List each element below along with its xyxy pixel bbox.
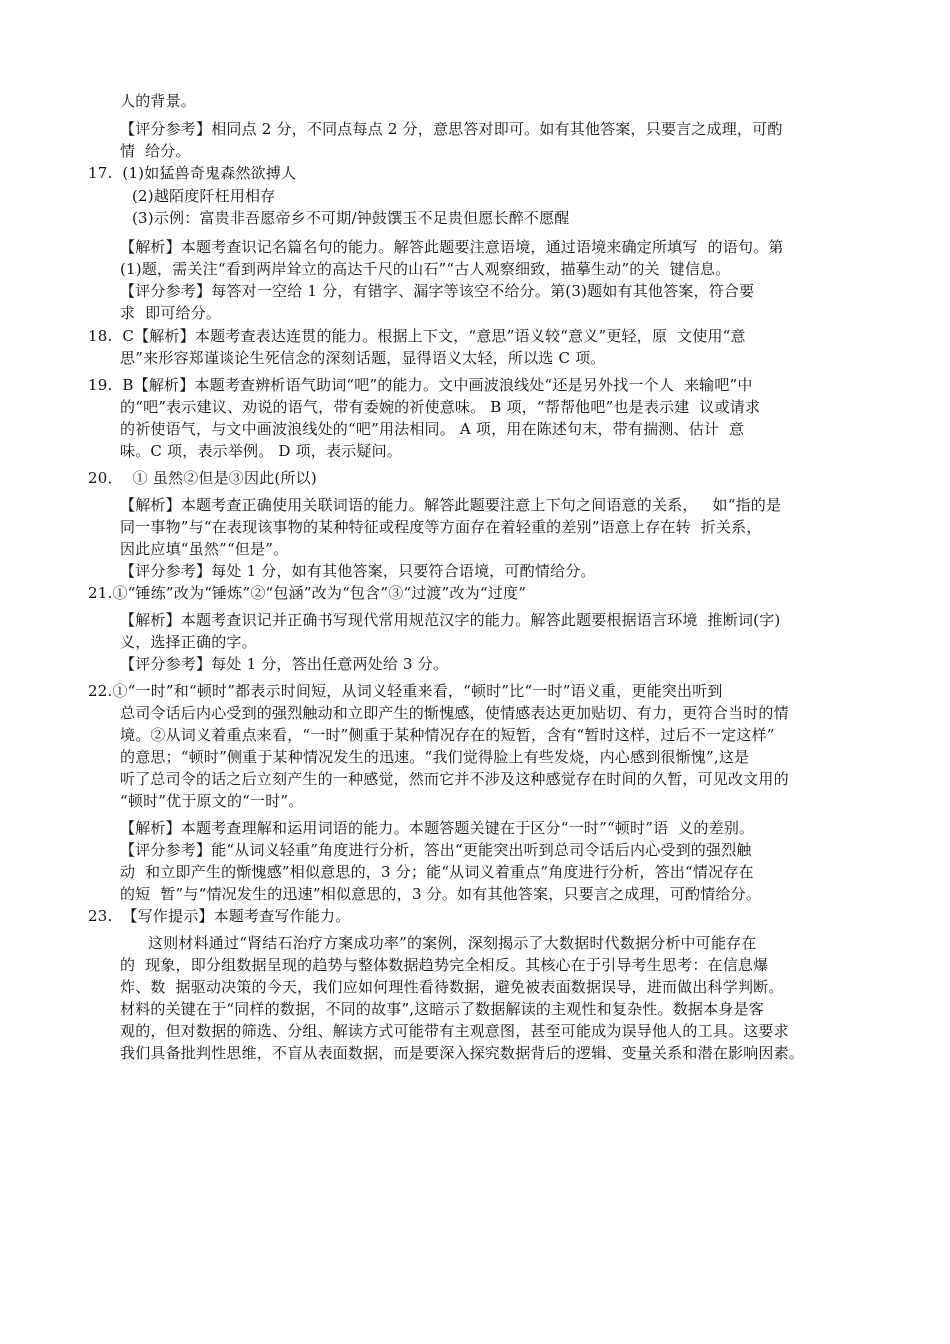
text-line: 我们具备批判性思维，不盲从表面数据，而是要深入探究数据背后的逻辑、变量关系和潜在影响因素。: [120, 1044, 805, 1062]
question-17: 17. (1)如猛兽奇鬼森然欲搏人: [88, 164, 297, 182]
text-line: (1)题，需关注“看到两岸耸立的高达千尺的山石”“古人观察细致，描摹生动”的关 键信息。: [120, 260, 731, 278]
question-23: 23. 【写作提示】本题考查写作能力。: [88, 907, 351, 925]
text-line: “顿时”优于原文的“一时”。: [120, 792, 304, 810]
text-line: 听了总司令的话之后立刻产生的一种感觉，然而它并不涉及这种感觉存在时间的久暂，可见改文用的: [120, 770, 789, 788]
text-line: 情 给分。: [120, 142, 191, 160]
text-line: 味。C 项，表示举例。 D 项，表示疑问。: [120, 442, 403, 460]
text-line: 思”来形容郑谨谈论生死信念的深刻话题，显得语义太轻，所以选 C 项。: [120, 349, 606, 367]
question-18: 18. C【解析】本题考查表达连贯的能力。根据上下文，“意思”语义较“意义”更轻，原 文使用“意: [88, 327, 746, 345]
scoring-reference-21: 【评分参考】每处 1 分，答出任意两处给 3 分。: [120, 655, 449, 673]
answer-17-2: (2)越陌度阡枉用相存: [132, 187, 276, 205]
text-line: 的祈使语气，与文中画波浪线处的“吧”用法相同。 A 项，用在陈述句末，带有揣测、估计 意: [120, 420, 745, 438]
text-line: 的“吧”表示建议、劝说的语气，带有委婉的祈使意味。 B 项，“帮帮他吧”也是表示建 议或请求: [120, 398, 761, 416]
question-19: 19. B【解析】本题考查辨析语气助词“吧”的能力。文中画波浪线处“还是另外找一个人 来输吧”中: [88, 376, 753, 394]
question-22: 22.①“一时”和“顿时”都表示时间短，从词义轻重来看，“顿时”比“一时”语义重，更能突出听到: [88, 682, 723, 700]
text-line: 观的，但对数据的筛选、分组、解读方式可能带有主观意图，甚至可能成为误导他人的工具。这要求: [120, 1022, 789, 1040]
text-line: 境。②从词义着重点来看，“一时”侧重于某种情况存在的短暂，含有“暂时这样，过后不一定这样”: [120, 726, 775, 744]
text-line: 因此应填“虽然”“但是”。: [120, 540, 289, 558]
analysis-21: 【解析】本题考查识记并正确书写现代常用规范汉字的能力。解答此题要根据语言环境 推断词(字): [120, 611, 781, 629]
scoring-reference-20: 【评分参考】每处 1 分，如有其他答案，只要符合语境，可酌情给分。: [120, 562, 596, 580]
text-line: 炸、数 据驱动决策的今天，我们应如何理性看待数据，避免被表面数据误导，进而做出科学判断。: [120, 978, 784, 996]
text-line: 材料的关键在于“同样的数据，不同的故事”,这暗示了数据解读的主观性和复杂性。数据本身是客: [120, 1000, 764, 1018]
answer-17-3: (3)示例：富贵非吾愿帝乡不可期/钟鼓馔玉不足贵但愿长醉不愿醒: [132, 209, 570, 227]
text-line: 人的背景。: [120, 92, 197, 110]
scoring-reference-17: 【评分参考】每答对一空给 1 分，有错字、漏字等该空不给分。第(3)题如有其他答案，符合要: [120, 282, 755, 300]
text-line: 的意思；“顿时”侧重于某种情况发生的迅速。“我们觉得脸上有些发烧，内心感到很惭愧”,这是: [120, 748, 750, 766]
text-line: 总司令话后内心受到的强烈触动和立即产生的惭愧感，使情感表达更加贴切、有力，更符合当时的情: [120, 704, 789, 722]
essay-guidance-paragraph: 这则材料通过“肾结石治疗方案成功率”的案例，深刻揭示了大数据时代数据分析中可能存在: [148, 934, 757, 952]
text-line: 的短 暂”与“情况发生的迅速”相似意思的，3 分。如有其他答案，只要言之成理，可酌情给分。: [120, 885, 762, 903]
text-line: 动 和立即产生的惭愧感”相似意思的，3 分；能“从词义着重点”角度进行分析，答出“情况存在: [120, 863, 754, 881]
text-line: 的 现象，即分组数据呈现的趋势与整体数据趋势完全相反。其核心在于引导考生思考：在信息爆: [120, 956, 769, 974]
question-21: 21.①“锤练”改为“锤炼”②“包涵”改为“包含”③“过渡”改为“过度”: [88, 584, 527, 602]
question-20: 20． ① 虽然②但是③因此(所以): [88, 469, 317, 487]
text-line: 求 即可给分。: [120, 304, 222, 322]
analysis-20: 【解析】本题考查正确使用关联词语的能力。解答此题要注意上下句之间语意的关系， 如“指的是: [120, 496, 782, 514]
scoring-reference-22: 【评分参考】能“从词义轻重”角度进行分析，答出“更能突出听到总司令话后内心受到的强烈触: [120, 841, 752, 859]
scoring-reference-16: 【评分参考】相同点 2 分，不同点每点 2 分，意思答对即可。如有其他答案，只要言之成理，可酌: [120, 120, 783, 138]
analysis-22: 【解析】本题考查理解和运用词语的能力。本题答题关键在于区分“一时”“顿时”语 义的差别。: [120, 819, 755, 837]
text-line: 同一事物”与“在表现该事物的某种特征或程度等方面存在着轻重的差别”语意上存在转 折关系，: [120, 518, 762, 536]
analysis-17: 【解析】本题考查识记名篇名句的能力。解答此题要注意语境，通过语境来确定所填写 的语句。第: [120, 238, 784, 256]
text-line: 义，选择正确的字。: [120, 633, 257, 651]
